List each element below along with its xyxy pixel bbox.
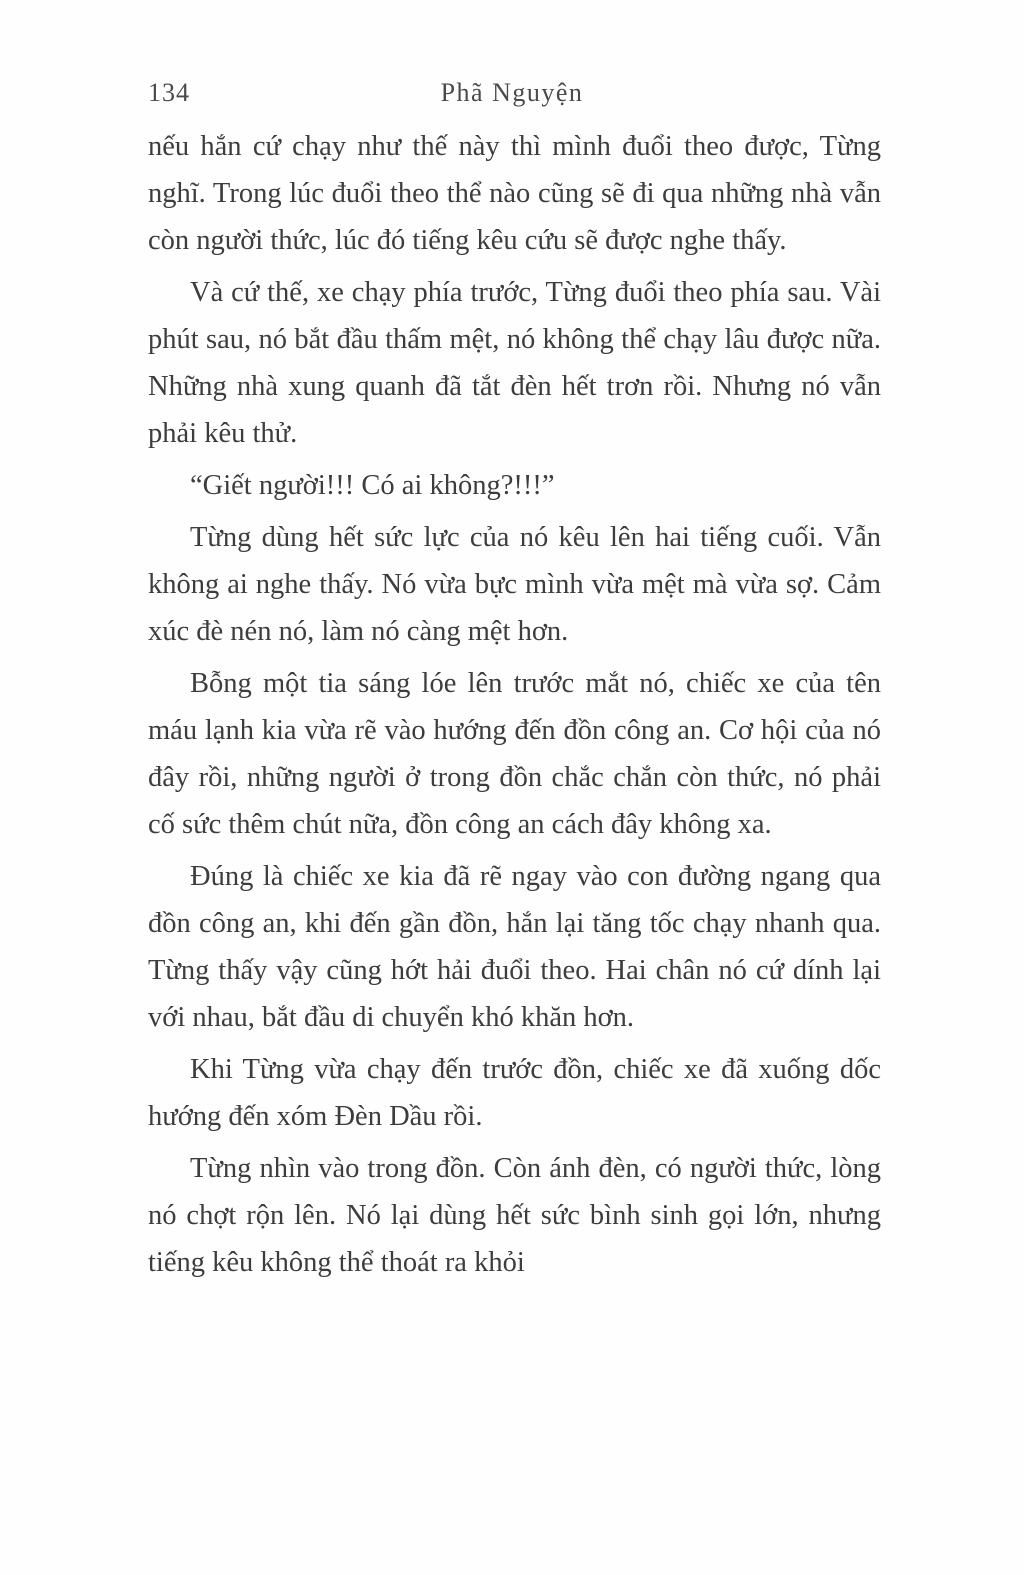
paragraph: Và cứ thế, xe chạy phía trước, Từng đuổi theo phía sau. Vài phút sau, nó bắt đầu thấm mệt, nó không thể chạy lâu được nữa. Những nhà xung quanh đã tắt đèn hết trơn rồi. Nhưng nó vẫn phải kêu thử. bbox=[148, 277, 881, 449]
paragraph: Bỗng một tia sáng lóe lên trước mắt nó, chiếc xe của tên máu lạnh kia vừa rẽ vào hướng đến đồn công an. Cơ hội của nó đây rồi, những người ở trong đồn chắc chắn còn thức, nó phải cố sức thêm chút nữa, đồn công an cách đây không xa. bbox=[148, 668, 881, 840]
paragraph: Từng dùng hết sức lực của nó kêu lên hai tiếng cuối. Vẫn không ai nghe thấy. Nó vừa bực mình vừa mệt mà vừa sợ. Cảm xúc đè nén nó, làm nó càng mệt hơn. bbox=[148, 522, 881, 647]
paragraph: “Giết người!!! Có ai không?!!!” bbox=[190, 470, 555, 501]
page-body bbox=[148, 118, 881, 1286]
paragraph: Từng nhìn vào trong đồn. Còn ánh đèn, có người thức, lòng nó chợt rộn lên. Nó lại dùng hết sức bình sinh gọi lớn, nhưng tiếng kêu không thể thoát ra khỏi bbox=[148, 1153, 881, 1278]
header-title: Phã Nguyện bbox=[440, 78, 584, 107]
paragraph: Đúng là chiếc xe kia đã rẽ ngay vào con đường ngang qua đồn công an, khi đến gần đồn, hắn lại tăng tốc chạy nhanh qua. Từng thấy vậy cũng hớt hải đuổi theo. Hai chân nó cứ dính lại với nhau, bắt đầu di chuyển khó khăn hơn. bbox=[148, 861, 881, 1033]
page-number: 134 bbox=[148, 78, 190, 107]
running-header bbox=[148, 78, 876, 112]
paragraph: Khi Từng vừa chạy đến trước đồn, chiếc xe đã xuống dốc hướng đến xóm Đèn Dầu rồi. bbox=[148, 1054, 881, 1132]
paragraph: nếu hắn cứ chạy như thế này thì mình đuổi theo được, Từng nghĩ. Trong lúc đuổi theo thể nào cũng sẽ đi qua những nhà vẫn còn người thức, lúc đó tiếng kêu cứu sẽ được nghe thấy. bbox=[148, 131, 881, 256]
